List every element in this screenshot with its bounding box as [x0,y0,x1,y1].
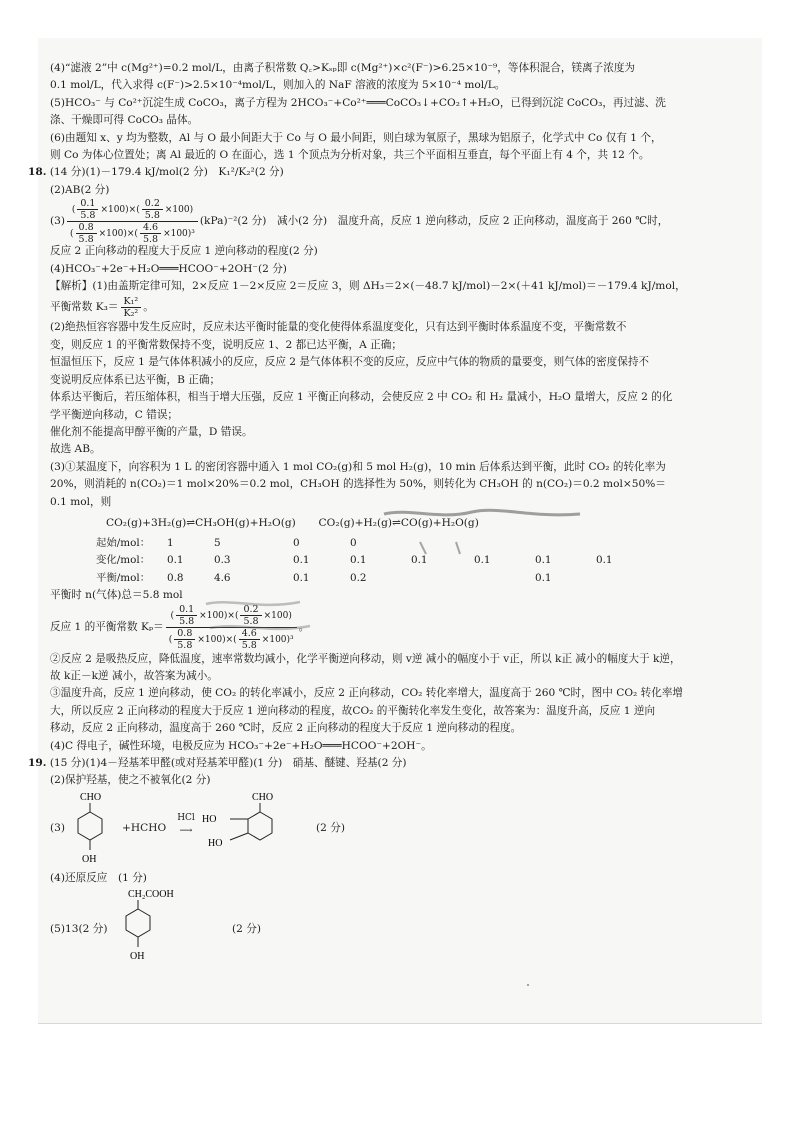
ice-cell: 0.1 [474,554,491,567]
answer-3-text: (kPa)⁻²(2 分) 减小(2 分) 温度升高，反应 1 逆向移动，反应 2 正向移动，温度高于 260 ℃时， [199,214,669,227]
ice-row [96,552,622,569]
sub-fraction [239,628,260,651]
text-line: 则 Co 为体心位置处；离 Al 最近的 O 在面心，选 1 个顶点为分析对象，共三个平面相互垂直，每个平面上有 4 个，共 12 个。 [50,149,650,162]
ice-cell: 5 [214,536,221,549]
factor: ×100 [100,204,126,215]
text-line: 涤、干燥即可得 CoCO₃ 晶体。 [50,114,199,127]
question-number: 18. [28,166,47,179]
ice-cell: 0.1 [411,554,428,567]
text-line: 移动，反应 2 正向移动，温度高于 260 ℃时，反应 2 正向移动的程度大于反应 1 逆向移动的程度。 [50,722,522,735]
ice-cell: 0.1 [535,554,552,567]
ice-cell [535,535,596,552]
text-line: 恒温恒压下，反应 1 是气体体积减小的反应，反应 2 是气体体积不变的反应，反应中气体的物质的量要变，则气体的密度保持不 [50,356,650,369]
ice-row [96,570,622,587]
sub-fraction [240,604,261,627]
ice-cell [596,535,622,552]
answer-5-row [50,887,714,967]
frac-num: 0.2 [142,198,163,210]
text-line: 变，则反应 1 的平衡常数保持不变，说明反应 1、2 都已达平衡，A 正确； [50,338,402,351]
ice-cell: 0.3 [214,554,231,567]
text-line: (4)“滤液 2”中 c(Mg²⁺)=0.2 mol/L，由离子积常数 Q꜀>Kₛₚ即 c(Mg²⁺)×c²(F⁻)>6.25×10⁻⁹，等体积混合，镁离子浓度为 [50,62,636,74]
kp-denominator: ( $\frac{0.8}{5.8}$ ×100)×( $\frac{4.6}{5.8}$ ×100)³ [168,628,294,652]
text-line: 0.1 mol/L，代入求得 c(F⁻)>2.5×10⁻⁴mol/L，则加入的 NaF 溶液的浓度为 5×10⁻⁴ mol/L。 [50,79,506,92]
question-19-header [28,755,714,772]
kp-numerator: ( $\frac{0.1}{5.8}$ ×100)×( $\frac{0.2}{5.8}$ ×100) [166,604,297,628]
answer-1: (14 分)(1)－179.4 kJ/mol(2 分) K₁²/K₂²(2 分) [49,166,284,179]
ice-cell: 0.1 [293,554,310,567]
ice-cell: 0.1 [596,554,613,567]
reaction-1-equation: CO₂(g)+3H₂(g)⇌CH₃OH(g)+H₂O(g) [106,516,296,529]
ice-cell [474,570,535,587]
answer-3-label: (3) [50,214,66,227]
frac-den: 5.8 [78,233,94,245]
sub-fraction [174,628,195,651]
kp-label: 反应 1 的平衡常数 Kₚ＝ [50,620,164,633]
ice-cell [411,570,474,587]
answer-4: (4)HCO₃⁻+2e⁻+H₂O═══HCOO⁻+2OH⁻(2 分) [50,262,287,275]
answer-2: (2)AB(2 分) [50,183,110,196]
total-gas-line: 平衡时 n(气体)总＝5.8 mol [50,589,183,602]
answer-5-label: (5)13(2 分) [50,923,108,936]
kp-fraction-2 [166,604,297,651]
ho-label: HO [202,813,217,825]
oh-label: OH [82,853,97,865]
ice-row [96,535,622,552]
question-number: 19. [28,757,47,769]
cho-label: CHO [80,791,102,803]
ice-cell: 0.8 [167,571,184,584]
ice-cell [411,535,474,552]
factor: ×100 [164,204,190,215]
frac-num: 0.8 [174,628,195,640]
text-line: 体系达平衡后，若压缩体积，相当于增大压强，反应 1 平衡正向移动，会使反应 2 中 CO₂ 和 H₂ 量减小，H₂O 量增大，反应 2 的化 [50,391,673,404]
product-structure [200,790,290,870]
text-line: ②反应 2 是吸热反应，降低温度，速率常数均减小，化学平衡逆向移动，则 v逆 减小的幅度小于 v正，所以 k正 减小的幅度大于 k逆， [50,652,681,665]
question-18-header [28,164,714,181]
k3-formula [50,295,714,319]
ho-label: HO [208,837,223,849]
frac-num: 4.6 [140,222,161,234]
answer-2: (2)保护羟基，使之不被氧化(2 分) [50,774,211,787]
frac-den: 5.8 [80,209,96,221]
ice-cell: 0.1 [293,571,310,584]
text-line: (5)HCO₃⁻ 与 Co²⁺沉淀生成 CoCO₃，离子方程为 2HCO₃⁻+Co²⁺═══CoCO₃↓+CO₂↑+H₂O，已得到沉淀 CoCO₃，再过滤、洗 [50,96,666,109]
benzaldehyde-structure [70,790,110,870]
frac-num: 0.8 [76,222,97,234]
answer-4: (4)还原反应 (1 分) [50,871,147,884]
frac-num: K₁² [121,296,142,308]
period: 。 [143,300,154,313]
text-line: 20%，则消耗的 n(CO₂)＝1 mol×20%＝0.2 mol，CH₃OH 的选择性为 50%，则转化为 CH₃OH 的 n(CO₂)＝0.2 mol×50%＝ [50,478,666,491]
arrow-icon: ⟶ [179,826,193,837]
text-line: 0.1 mol，则 [50,495,112,508]
frac-den: 5.8 [243,616,259,628]
ice-cell: 0.1 [167,554,184,567]
kp-formula [50,605,714,651]
k3-label: 平衡常数 K₃＝ [50,300,119,313]
score-label: (2 分) [232,923,261,936]
text-line: (6)由题知 x、y 均为整数，Al 与 O 最小间距大于 Co 与 O 最小间距，则白球为氧原子，黑球为铝原子，化学式中 Co 仅有 1 个， [50,131,662,144]
sub-fraction [176,604,197,627]
factor: ×100 [263,611,289,622]
text-line: 【解析】(1)由盖斯定律可知，2×反应 1－2×反应 2＝反应 3，则 ΔH₃＝2×(－48.7 kJ/mol)－2×(＋41 kJ/mol)＝－179.4 kJ/mol， [50,280,686,293]
score-label: (2 分) [316,821,345,834]
frac-den: 5.8 [177,640,193,652]
answer-content [28,60,714,967]
factor: ×100 [199,611,224,622]
kp-numerator: ( $\frac{0.1}{5.8}$ ×100)×( $\frac{0.2}{5.8}$ ×100) [67,198,198,222]
period: 。 [298,620,310,633]
equation-row [106,515,714,533]
reaction-2-equation: CO₂(g)+H₂(g)⇌CO(g)+H₂O(g) [318,516,479,529]
ice-cell: 0.1 [350,554,367,567]
ice-cell [474,535,535,552]
frac-den: 5.8 [179,616,195,628]
ice-row-label: 变化/mol： [96,554,151,567]
text-line: 变说明反应体系已达平衡，B 正确； [50,373,221,386]
ice-table [96,535,622,587]
frac-num: 0.1 [176,604,197,616]
sub-fraction [142,198,163,221]
text-line: 催化剂不能提高甲醇平衡的产量，D 错误。 [50,425,253,438]
speck [527,984,529,986]
answer-3-formula [50,199,714,243]
kp-denominator: ( $\frac{0.8}{5.8}$ ×100)×( $\frac{4.6}{5.8}$ ×100)³ [70,221,195,245]
frac-den: 5.8 [144,209,160,221]
cho-label: CHO [252,791,274,803]
sub-fraction [140,222,161,245]
factor: ×100 [197,635,223,646]
text-line: (3)①某温度下，向容积为 1 L 的密闭容器中通入 1 mol CO₂(g)和 5 mol H₂(g)，10 min 后体系达到平衡，此时 CO₂ 的转化率为 [50,460,666,473]
reagent-hcho: +HCHO [122,821,167,834]
answer-1: (15 分)(1)4－羟基苯甲醛(或对羟基苯甲醛)(1 分) 硝基、醚键、羟基(2 分) [49,757,407,769]
text-line: 故选 AB。 [50,443,101,456]
ice-cell [596,570,622,587]
frac-den: K₂² [123,307,139,319]
ch2cooh-label: CH₂COOH [128,889,174,901]
frac-num: 0.2 [240,604,261,616]
frac-num: 0.1 [77,198,98,210]
k3-fraction [121,296,142,319]
ice-cell: 0.2 [350,571,367,584]
sub-fraction [77,198,98,221]
ice-cell: 1 [167,536,174,549]
frac-num: 4.6 [239,628,260,640]
answer-3-label: (3) [50,821,66,834]
sub-fraction [76,222,97,245]
factor: ×100 [163,228,188,239]
factor: ×100 [261,635,287,646]
text-line: 大，所以反应 2 正向移动的程度大于反应 1 逆向移动的程度，故CO₂ 的平衡转化率发生变化，故答案为：温度升高，反应 1 逆向 [50,704,656,717]
ice-cell: 0.1 [535,571,552,584]
answer-3-reaction [50,790,714,870]
phenylacetic-acid-structure [114,887,184,967]
reaction-arrow [168,810,204,835]
ice-cell: 0 [293,536,300,549]
catalyst-label: HCl [177,812,195,823]
text-line: ③温度升高，反应 1 逆向移动，使 CO₂ 的转化率减小，反应 2 正向移动，CO₂ 转化率增大，温度高于 260 ℃时，图中 CO₂ 转化率增 [50,687,684,700]
text-line: (2)绝热恒容容器中发生反应时，反应未达平衡时能量的变化使得体系温度变化，只有达到平衡时体系温度不变，平衡常数不 [50,321,627,334]
text-line: 学平衡逆向移动，C 错误； [50,408,179,421]
ice-row-label: 平衡/mol： [96,571,151,584]
text-line: 反应 2 正向移动的程度大于反应 1 逆向移动的程度(2 分) [50,245,318,258]
ice-cell: 0 [350,536,357,549]
frac-den: 5.8 [241,640,257,652]
text-line: (4)C 得电子，碱性环境，电极反应为 HCO₃⁻+2e⁻+H₂O═══HCOO⁻+2OH⁻。 [50,739,432,752]
frac-den: 5.8 [142,233,159,245]
kp-fraction [67,198,198,245]
ice-row-label: 起始/mol： [96,536,151,549]
ice-cell: 4.6 [214,571,231,584]
factor: ×100 [98,228,124,239]
oh-label: OH [130,951,145,963]
text-line: 故 k正－k逆 减小，故答案为减小。 [50,669,218,682]
